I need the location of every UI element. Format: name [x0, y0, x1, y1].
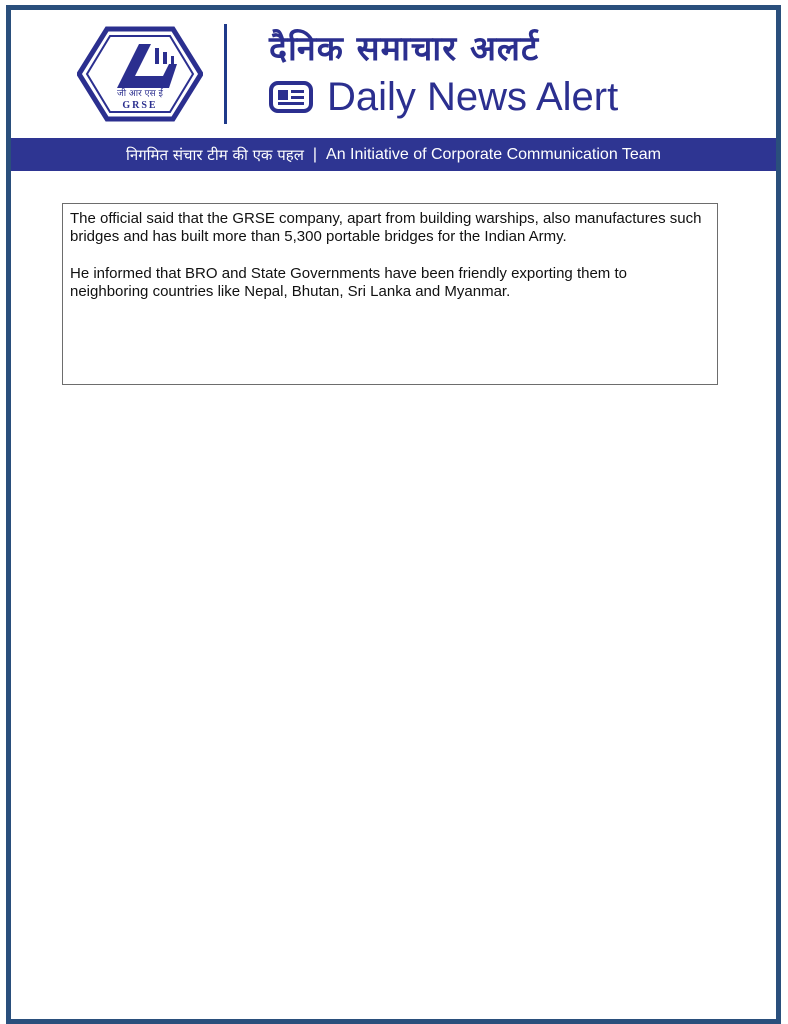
- page-frame: [6, 5, 781, 1024]
- title-english-row: [269, 72, 618, 122]
- title-english: Daily News Alert: [327, 74, 619, 119]
- article-paragraph: The official said that the GRSE company, apart from building warships, also manufactures such bridges and has built more than 5,300 portable bridges for the Indian Army.: [70, 210, 702, 245]
- logo-caption-en: GRSE: [122, 100, 158, 111]
- title-hindi: दैनिक समाचार अलर्ट: [269, 29, 540, 69]
- banner-text-hindi: निगमित संचार टीम की एक पहल: [125, 145, 304, 164]
- article-paragraph: He informed that BRO and State Governments have been friendly exporting them to neighboring countries like Nepal, Bhutan, Sri Lanka and Myanmar.: [70, 265, 627, 300]
- banner-text-english: An Initiative of Corporate Communication Team: [326, 145, 662, 163]
- grse-logo: [77, 26, 203, 122]
- logo-caption-hi: जी आर एस ई: [117, 89, 163, 99]
- banner-separator: |: [312, 145, 318, 163]
- article-textbox: [62, 203, 718, 385]
- header: [11, 10, 776, 140]
- initiative-banner: [11, 138, 776, 171]
- newspaper-icon: [269, 81, 313, 113]
- header-divider: [224, 24, 227, 124]
